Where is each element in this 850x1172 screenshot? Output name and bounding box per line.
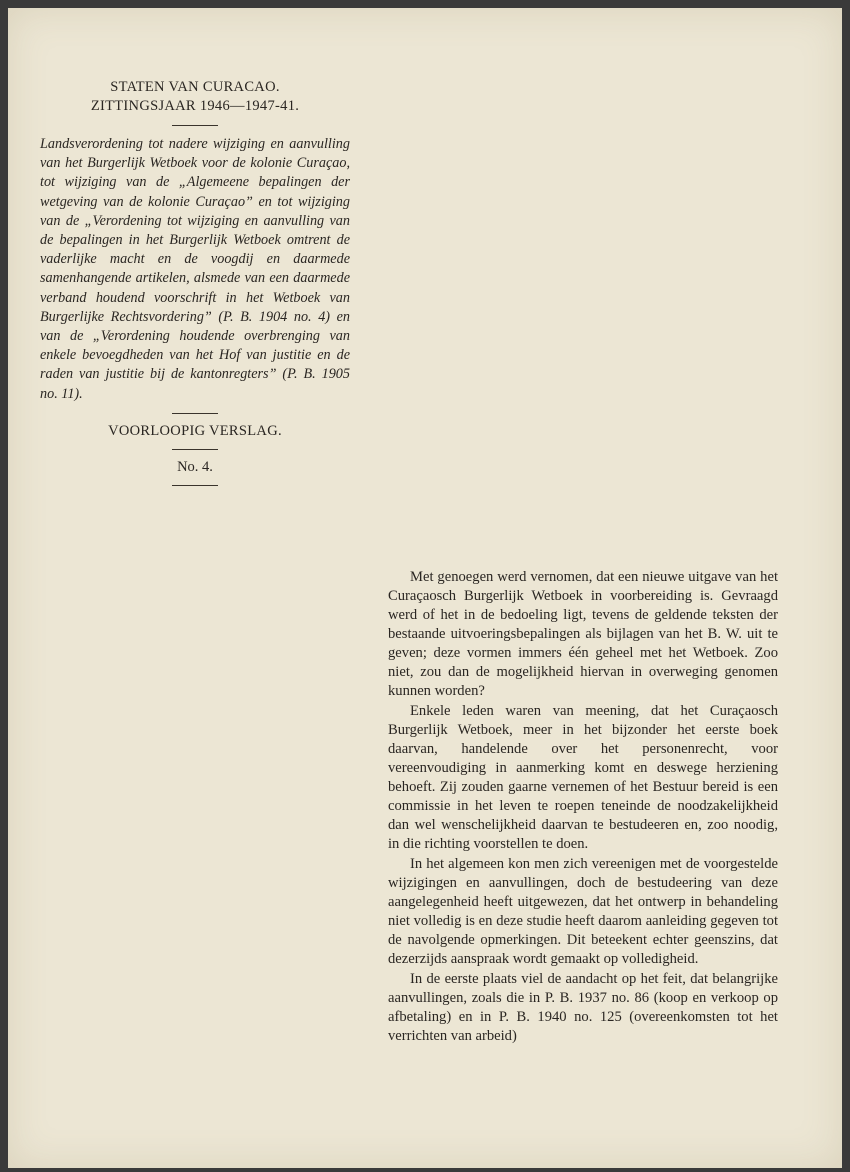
divider-rule <box>172 125 218 126</box>
paragraph-4: In de eerste plaats viel de aandacht op het feit, dat belangrijke aanvullingen, zoals die in P. B. 1937 no. 86 (koop en verkoop op afbetaling) en in P. B. 1940 no. 125 (overeenkomsten tot het verrichten van arbeid) <box>388 971 778 1044</box>
divider-rule <box>172 413 218 414</box>
header-line-2: ZITTINGSJAAR 1946—1947-41. <box>90 98 300 114</box>
ordinance-title: Landsverordening tot nadere wijziging en aanvulling van het Burgerlijk Wetboek voor de kolonie Curaçao, tot wijziging van de „Algemeene bepalingen der wetgeving van de kolonie Curaçao” en tot wijziging van de „Verordening tot wijziging en aanvulling van de bepalingen in het Burgerlijk Wetboek omtrent de vaderlijke macht en de voogdij en daarmede samenhangende artikelen, alsmede van een daarmede verband houdend voorschrift in het Wetboek van Burgerlijke Rechtsvordering” (P. B. 1904 no. 4) en van de „Verordening houdende overbrenging van enkele bevoegdheden van het Hof van justitie en de raden van justitie bij de kantonregters” (P. B. 1905 no. 11). <box>40 136 350 402</box>
paragraph-2: Enkele leden waren van meening, dat het Curaçaosch Burgerlijk Wetboek, meer in het bijzonder het eerste boek daarvan, handelende over het personenrecht, voor vereenvoudiging in aanmerking komt en deswege herziening behoeft. Zij zouden gaarne vernemen of het Bestuur bereid is een commissie in het leven te roepen teneinde de noodzakelijkheid dan wel wenschelijkheid daarvan te bestudeeren en, zoo noodig, in die richting voorstellen te doen. <box>388 703 778 852</box>
divider-rule <box>172 449 218 450</box>
report-label: VOORLOOPIG VERSLAG. <box>108 422 282 439</box>
header-line-1: STATEN VAN CURACAO. <box>110 79 280 95</box>
paragraph-3: In het algemeen kon men zich vereenigen met de voorgestelde wijzigingen en aanvullingen, doch de bestudeering van deze aangelegenheid heeft uitgewezen, dat het ontwerp in behandeling niet volledig is en deze studie heeft daarom aanleiding gegeven tot de navolgende opmerkingen. Dit beteekent echter geenszins, dat dezerzijds aanspraak wordt gemaakt op volledigheid. <box>388 856 778 967</box>
document-number: No. 4. <box>177 458 213 475</box>
bleed-through-text <box>388 118 788 137</box>
document-page <box>8 8 842 1168</box>
paragraph-1: Met genoegen werd vernomen, dat een nieuwe uitgave van het Curaçaosch Burgerlijk Wetboek in voorbereiding is. Gevraagd werd of het in de bedoeling ligt, tevens de geldende teksten der bestaande uitvoeringsbepalingen als bijlagen van het B. W. uit te geven; deze vormen immers één geheel met het Wetboek. Zoo niet, zou dan de mogelijkheid hiervan in overweging genomen kunnen worden? <box>388 569 778 699</box>
divider-rule <box>172 485 218 486</box>
body-text <box>388 568 778 1047</box>
left-column <box>40 78 350 495</box>
